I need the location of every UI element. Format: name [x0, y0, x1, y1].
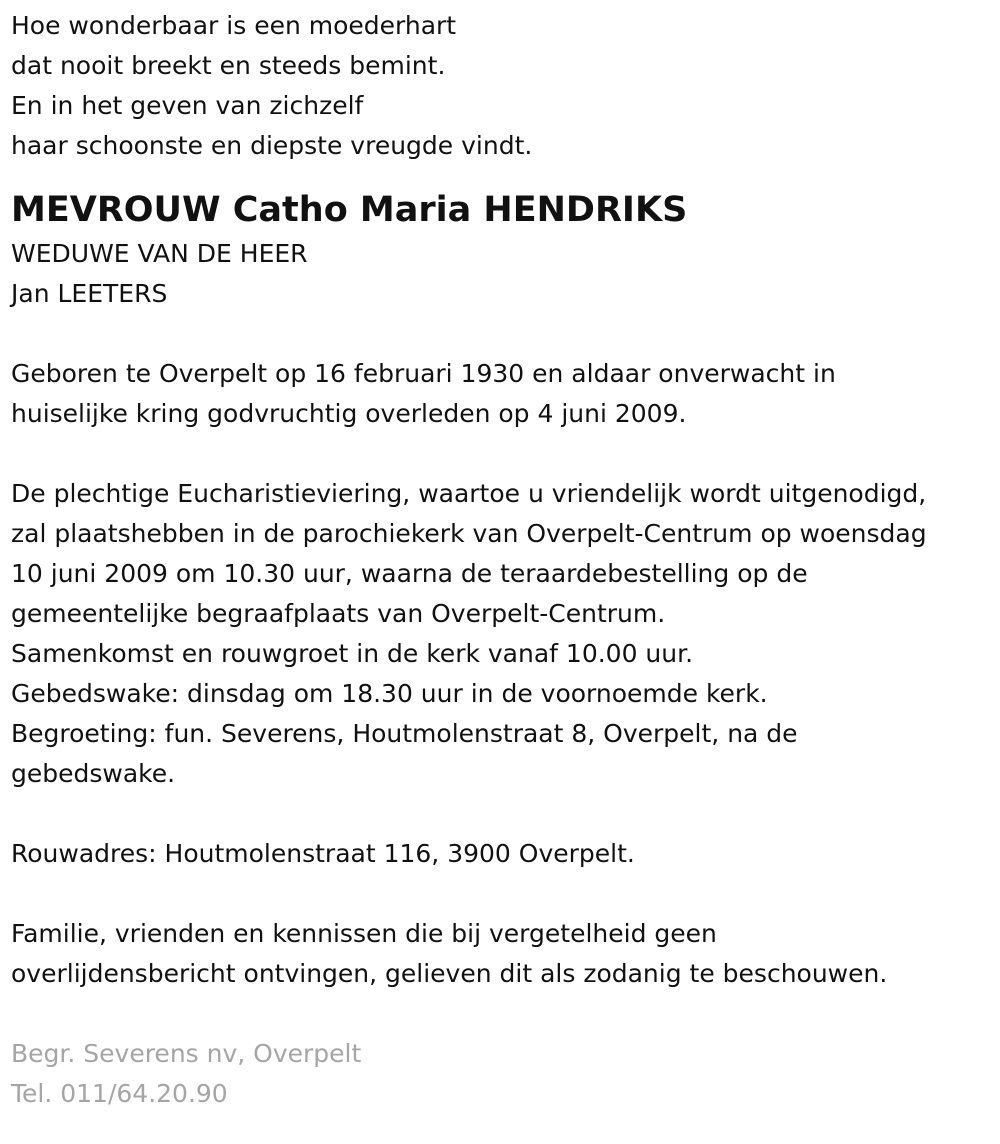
funeral-home-footer: [11, 1034, 1000, 1114]
spacer: [11, 314, 1000, 354]
spacer: [11, 874, 1000, 914]
poem-line: En in het geven van zichzelf: [11, 91, 364, 120]
poem-block: [11, 6, 1000, 166]
mourning-address: Rouwadres: Houtmolenstraat 116, 3900 Overpelt.: [11, 839, 635, 868]
spacer: [11, 434, 1000, 474]
address-block: [11, 834, 1000, 874]
ceremony-line: 10 juni 2009 om 10.30 uur, waarna de teraardebestelling op de: [11, 559, 808, 588]
birth-death-line: Geboren te Overpelt op 16 februari 1930 en aldaar onverwacht in: [11, 359, 836, 388]
spacer: [11, 794, 1000, 834]
notice-line: overlijdensbericht ontvingen, gelieven dit als zodanig te beschouwen.: [11, 959, 888, 988]
deceased-name: MEVROUW Catho Maria HENDRIKS: [11, 190, 688, 230]
funeral-home-phone: Tel. 011/64.20.90: [11, 1079, 228, 1108]
ceremony-line: gebedswake.: [11, 759, 176, 788]
funeral-home-name: Begr. Severens nv, Overpelt: [11, 1039, 362, 1068]
deceased-relation: WEDUWE VAN DE HEER: [11, 239, 308, 268]
ceremony-block: [11, 474, 1000, 794]
ceremony-line: gemeentelijke begraafplaats van Overpelt-Centrum.: [11, 599, 666, 628]
notice-line: Familie, vrienden en kennissen die bij vergetelheid geen: [11, 919, 717, 948]
spacer: [11, 994, 1000, 1034]
poem-line: haar schoonste en diepste vreugde vindt.: [11, 131, 533, 160]
ceremony-line: De plechtige Eucharistieviering, waartoe u vriendelijk wordt uitgenodigd,: [11, 479, 927, 508]
deceased-spouse: Jan LEETERS: [11, 279, 168, 308]
poem-line: dat nooit breekt en steeds bemint.: [11, 51, 446, 80]
ceremony-line: zal plaatshebben in de parochiekerk van Overpelt-Centrum op woensdag: [11, 519, 927, 548]
notice-block: [11, 914, 1000, 994]
deceased-block: [11, 186, 1000, 314]
birth-death-block: [11, 354, 1000, 434]
ceremony-line: Gebedswake: dinsdag om 18.30 uur in de voornoemde kerk.: [11, 679, 768, 708]
ceremony-line: Begroeting: fun. Severens, Houtmolenstraat 8, Overpelt, na de: [11, 719, 798, 748]
poem-line: Hoe wonderbaar is een moederhart: [11, 11, 457, 40]
ceremony-line: Samenkomst en rouwgroet in de kerk vanaf 10.00 uur.: [11, 639, 694, 668]
birth-death-line: huiselijke kring godvruchtig overleden op 4 juni 2009.: [11, 399, 687, 428]
